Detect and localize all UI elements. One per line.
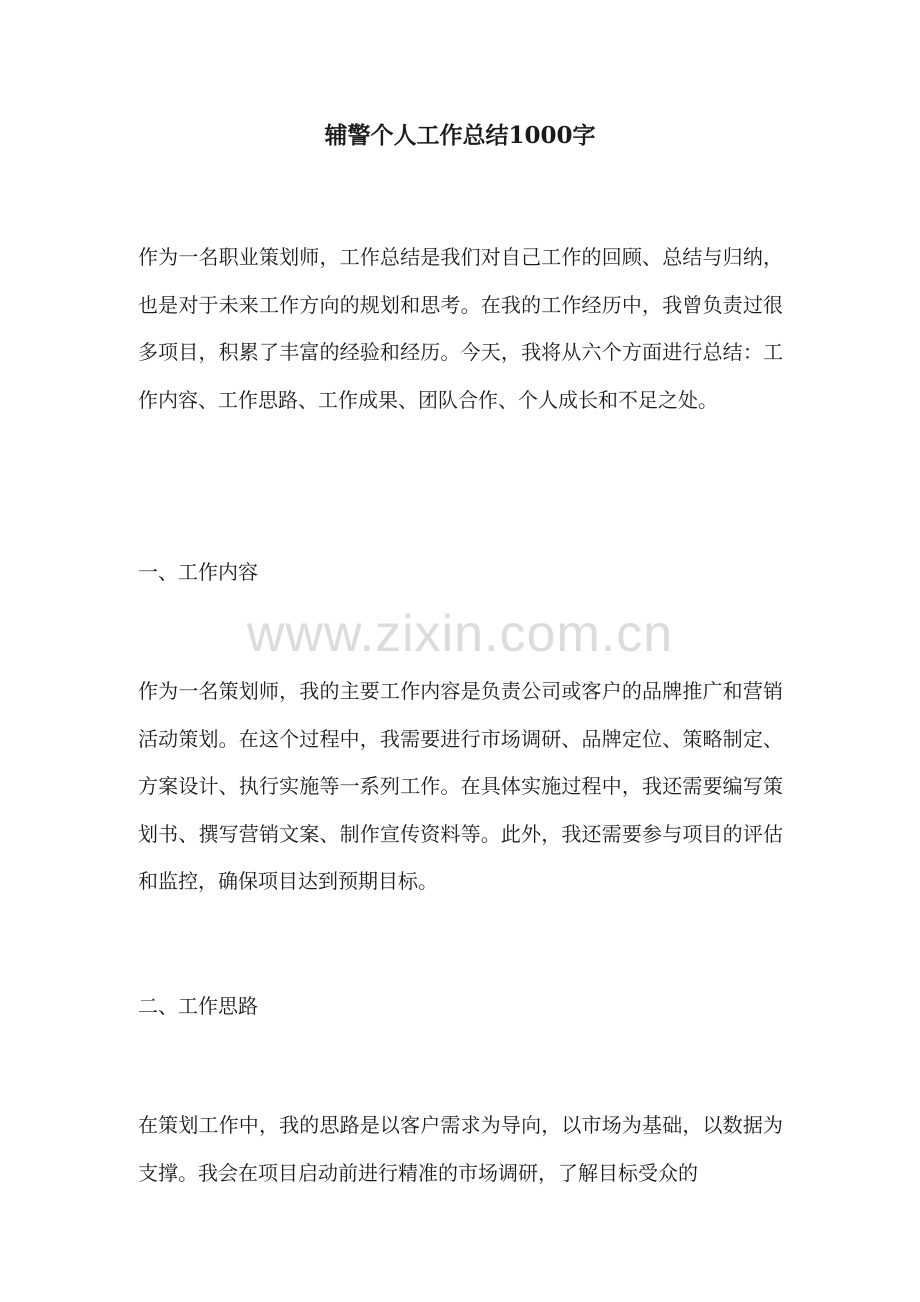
- section-heading-work-approach: 二、工作思路: [138, 994, 258, 1018]
- section-heading-work-content: 一、工作内容: [138, 560, 258, 584]
- section-body-work-content: 作为一名策划师，我的主要工作内容是负责公司或客户的品牌推广和营销活动策划。在这个过程中，我需要进行市场调研、品牌定位、策略制定、方案设计、执行实施等一系列工作。在具体实施过程中，我还需要编写策划书、撰写营销文案、制作宣传资料等。此外，我还需要参与项目的评估和监控，确保项目达到预期目标。: [138, 679, 783, 893]
- watermark: www.zixin.com.cn: [246, 605, 674, 663]
- intro-paragraph: 作为一名职业策划师，工作总结是我们对自己工作的回顾、总结与归纳，也是对于未来工作方向的规划和思考。在我的工作经历中，我曾负责过很多项目，积累了丰富的经验和经历。今天，我将从六个方面进行总结：工作内容、工作思路、工作成果、团队合作、个人成长和不足之处。: [138, 245, 783, 412]
- document-title: 辅警个人工作总结1000字: [324, 122, 596, 149]
- section-body-work-approach: 在策划工作中，我的思路是以客户需求为导向，以市场为基础，以数据为支撑。我会在项目启动前进行精准的市场调研，了解目标受众的: [138, 1113, 783, 1185]
